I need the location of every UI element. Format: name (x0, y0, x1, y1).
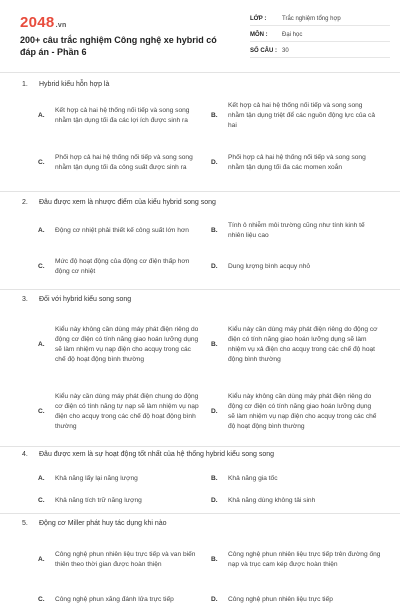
option-text: Công nghệ phun nhiên liệu trực tiếp (228, 596, 333, 603)
question-text: Hybrid kiểu hỗn hợp là (39, 81, 110, 88)
option-text: Khả năng dùng không tải sinh (228, 497, 316, 504)
option-a[interactable] (38, 473, 203, 485)
question-header (22, 199, 216, 206)
question-number: 3. (22, 296, 28, 303)
question-text: Đâu được xem là sự hoạt động tốt nhất của hệ thống hybrid kiểu song song (39, 451, 274, 458)
question-header (22, 296, 131, 303)
option-letter: B. (211, 112, 218, 119)
option-text: Mức độ hoạt động của động cơ điện thấp hơn động cơ nhiệt (55, 258, 190, 275)
option-letter: C. (38, 263, 45, 270)
option-b[interactable] (211, 473, 376, 485)
option-text: Động cơ nhiệt phải thiết kế công suất lớn hơn (55, 227, 189, 234)
meta-value: Trắc nghiệm tổng hợp (282, 15, 341, 22)
document-title: 200+ câu trắc nghiệm Công nghệ xe hybrid có đáp án - Phần 6 (20, 35, 217, 57)
question-header (22, 451, 274, 458)
option-letter: D. (211, 408, 218, 415)
option-letter: B. (211, 227, 218, 234)
option-a[interactable] (38, 219, 203, 243)
option-text: Phối hợp cả hai hệ thống nối tiếp và song song nhằm tận dụng tối đa các momen xoắn (228, 154, 366, 171)
logo-suffix: .vn (55, 22, 67, 29)
option-text: Công nghệ phun nhiên liệu trực tiếp trên đường ống nạp và trục cam kép được hoàn thiện (228, 551, 381, 568)
option-d[interactable] (211, 147, 376, 179)
option-text: Công nghệ phun nhiên liệu trực tiếp và van biến thiên theo thời gian được hoàn thiện (55, 551, 196, 568)
option-text: Kết hợp cả hai hệ thống nối tiếp và song song nhằm tận dụng tối đa các lợi ích được sinh ra (55, 107, 190, 124)
option-d[interactable] (211, 384, 379, 440)
question-text: Đâu được xem là nhược điểm của kiểu hybrid song song (39, 199, 216, 206)
option-letter: D. (211, 159, 218, 166)
option-text: Phối hợp cả hai hệ thống nối tiếp và song song nhằm tận dụng tối đa công suất được sinh ra (55, 154, 193, 171)
option-a[interactable] (38, 317, 203, 373)
meta-row-class (250, 12, 390, 26)
option-text: Kết hợp cả hai hệ thống nối tiếp và song song nhằm tận dụng triệt để các nguồn động lực của cả hai (228, 102, 376, 129)
question-text: Đối với hybrid kiểu song song (39, 296, 132, 303)
option-letter: B. (211, 341, 218, 348)
option-text: Dung lượng bình acquy nhỏ (228, 263, 311, 270)
option-text: Khả năng tích trữ năng lượng (55, 497, 142, 504)
option-c[interactable] (38, 384, 203, 440)
option-letter: D. (211, 596, 218, 603)
option-letter: C. (38, 408, 45, 415)
option-b[interactable] (211, 219, 376, 243)
question-divider (0, 191, 400, 192)
meta-value: 30 (282, 47, 289, 54)
option-text: Khả năng gia tốc (228, 475, 278, 482)
question-number: 5. (22, 520, 28, 527)
option-c[interactable] (38, 255, 203, 279)
document-meta (250, 12, 390, 60)
option-text: Công nghệ phun xăng đánh lửa trực tiếp (55, 596, 174, 603)
question-number: 2. (22, 199, 28, 206)
option-letter: B. (211, 475, 218, 482)
option-letter: A. (38, 227, 45, 234)
meta-key: LỚP : (250, 15, 267, 22)
option-c[interactable] (38, 495, 203, 507)
option-b[interactable] (211, 317, 379, 373)
option-letter: C. (38, 497, 45, 504)
meta-key: SỐ CÂU : (250, 47, 277, 54)
header-divider (0, 72, 400, 73)
option-letter: D. (211, 497, 218, 504)
option-text: Khả năng lấy lại năng lượng (55, 475, 138, 482)
option-letter: C. (38, 596, 45, 603)
question-divider (0, 513, 400, 514)
option-letter: A. (38, 341, 45, 348)
option-letter: C. (38, 159, 45, 166)
option-text: Kiểu này cần dùng máy phát điện riêng do động cơ điện có tính năng giao hoán lưỡng dụng sẽ làm nhiệm vụ xả điện cho acquy trong các chế độ hoạt động bình thường (228, 326, 378, 363)
meta-value: Đại học (282, 31, 303, 38)
option-text: Tính ô nhiễm môi trường cũng như tính kinh tế nhiên liệu cao (228, 222, 365, 239)
question-header (22, 520, 167, 527)
option-text: Kiểu này cần dùng máy phát điện chung do động cơ điện có tính năng tự nạp sẽ làm nhiệm vụ nạp điện cho acquy trong các chế độ hoạt động bình thường (55, 393, 199, 430)
option-b[interactable] (211, 100, 376, 132)
option-d[interactable] (211, 255, 376, 279)
option-b[interactable] (211, 543, 381, 577)
option-letter: A. (38, 112, 45, 119)
option-letter: B. (211, 556, 218, 563)
option-text: Kiểu này không cần dùng máy phát điện riêng do động cơ điện có tính năng giao hoán lưỡng dụng sẽ làm nhiệm vụ nạp điện cho acquy trong các chế độ hoạt động bình thường (55, 326, 199, 363)
document-header (0, 0, 400, 70)
meta-row-subject (250, 28, 390, 42)
option-d[interactable] (211, 588, 381, 612)
option-a[interactable] (38, 100, 203, 132)
question-number: 1. (22, 81, 28, 88)
option-c[interactable] (38, 147, 203, 179)
question-header (22, 81, 109, 88)
option-letter: A. (38, 556, 45, 563)
logo-text: 2048 (20, 14, 55, 31)
meta-key: MÔN : (250, 31, 268, 38)
question-divider (0, 446, 400, 447)
option-text: Kiểu này không cần dùng máy phát điện riêng do động cơ điện có tính năng giao hoán lưỡng dụng sẽ làm nhiệm vụ nạp điện cho acquy trong các chế độ hoạt động bình thường (228, 393, 377, 430)
question-divider (0, 289, 400, 290)
question-number: 4. (22, 451, 28, 458)
meta-row-count (250, 44, 390, 58)
option-letter: A. (38, 475, 45, 482)
question-text: Động cơ Miller phát huy tác dụng khi nào (39, 520, 167, 527)
option-c[interactable] (38, 588, 208, 612)
option-a[interactable] (38, 548, 208, 572)
option-letter: D. (211, 263, 218, 270)
option-d[interactable] (211, 495, 376, 507)
site-logo[interactable] (20, 14, 67, 31)
